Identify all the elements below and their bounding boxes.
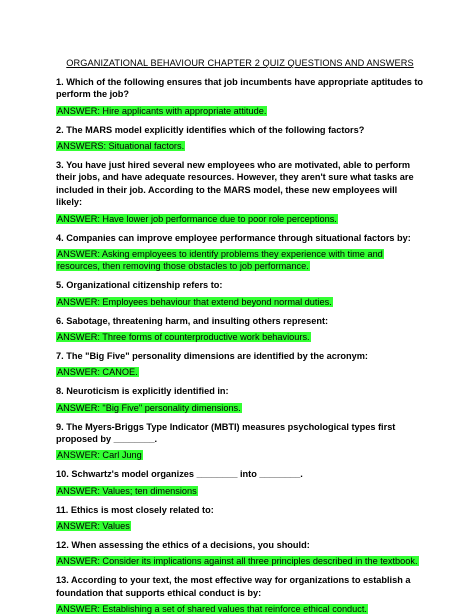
answer-highlight: ANSWER: Three forms of counterproductive work behaviours. bbox=[57, 332, 310, 342]
question-body: Companies can improve employee performance through situational factors by: bbox=[66, 232, 411, 243]
question-body: When assessing the ethics of a decisions, you should: bbox=[71, 539, 310, 550]
question-body: According to your text, the most effective way for organizations to establish a foundation that supports ethical conduct is by: bbox=[56, 575, 411, 598]
answer-line bbox=[56, 105, 424, 117]
question-body: Sabotage, threatening harm, and insulting others represent: bbox=[66, 315, 329, 326]
qa-item bbox=[56, 159, 424, 225]
question-body: Organizational citizenship refers to: bbox=[66, 280, 223, 291]
qa-item bbox=[56, 421, 424, 462]
answer-highlight: ANSWER: "Big Five" personality dimensions. bbox=[57, 402, 241, 413]
question-text bbox=[56, 232, 424, 244]
question-number: 9. bbox=[56, 421, 64, 432]
answer-line bbox=[56, 140, 424, 152]
question-body: Which of the following ensures that job incumbents have appropriate aptitudes to perform the job? bbox=[56, 77, 424, 100]
answer-highlight: ANSWER: Values; ten dimensions bbox=[57, 485, 197, 496]
question-body: The "Big Five" personality dimensions are identified by the acronym: bbox=[66, 350, 368, 361]
answer-line bbox=[56, 248, 424, 273]
answer-line bbox=[56, 366, 424, 378]
qa-item bbox=[56, 315, 424, 344]
answer-line bbox=[56, 402, 424, 414]
answer-line bbox=[56, 213, 424, 225]
qa-item bbox=[56, 468, 424, 497]
qa-item bbox=[56, 124, 424, 153]
answer-highlight: ANSWER: Consider its implications against all three principles described in the textbook. bbox=[57, 556, 418, 567]
qa-item bbox=[56, 279, 424, 308]
question-text bbox=[56, 76, 424, 101]
answer-highlight: ANSWER: Have lower job performance due to poor role perceptions. bbox=[57, 213, 337, 224]
question-text bbox=[56, 124, 424, 136]
question-text bbox=[56, 539, 424, 551]
answer-line bbox=[56, 296, 424, 308]
document-title: ORGANIZATIONAL BEHAVIOUR CHAPTER 2 QUIZ QUESTIONS AND ANSWERS bbox=[66, 58, 414, 68]
question-number: 3. bbox=[56, 160, 64, 171]
answer-highlight: ANSWER: Values bbox=[57, 520, 130, 531]
qa-item bbox=[56, 574, 424, 615]
answer-highlight: ANSWER: CANOE. bbox=[57, 367, 138, 378]
question-text bbox=[56, 159, 424, 209]
question-text bbox=[56, 279, 424, 291]
answer-highlight: ANSWER: Asking employees to identify problems they experience with time and resources, then removing those obstacles to job performance. bbox=[57, 248, 383, 272]
question-text bbox=[56, 350, 424, 362]
question-number: 12. bbox=[56, 539, 69, 550]
question-body: Schwartz's model organizes ________ into ________. bbox=[71, 469, 303, 480]
answer-line bbox=[56, 485, 424, 497]
question-number: 5. bbox=[56, 280, 64, 291]
question-number: 10. bbox=[56, 469, 69, 480]
answer-line bbox=[56, 449, 424, 461]
qa-item bbox=[56, 76, 424, 117]
qa-item bbox=[56, 232, 424, 273]
question-body: Neuroticism is explicitly identified in: bbox=[66, 386, 229, 397]
question-body: Ethics is most closely related to: bbox=[70, 504, 214, 515]
answer-highlight: ANSWERS: Situational factors. bbox=[57, 141, 185, 152]
answer-highlight: ANSWER: Establishing a set of shared values that reinforce ethical conduct. bbox=[57, 604, 367, 614]
qa-item bbox=[56, 385, 424, 414]
question-body: You have just hired several new employees who are motivated, able to perform their jobs, and have adequate resources. However, they aren't sure what tasks are included in their job. According to the MARS model, these new employees will likely: bbox=[56, 160, 414, 208]
question-text bbox=[56, 574, 424, 599]
answer-line bbox=[56, 331, 424, 343]
qa-item bbox=[56, 539, 424, 568]
question-number: 2. bbox=[56, 124, 64, 135]
answer-highlight: ANSWER: Hire applicants with appropriate attitude. bbox=[57, 105, 267, 116]
qa-list bbox=[56, 76, 424, 615]
answer-highlight: ANSWER: Employees behaviour that extend beyond normal duties. bbox=[57, 296, 332, 307]
question-text bbox=[56, 421, 424, 446]
question-number: 13. bbox=[56, 575, 69, 586]
question-number: 11. bbox=[56, 504, 69, 515]
question-text bbox=[56, 504, 424, 516]
question-number: 8. bbox=[56, 386, 64, 397]
question-text bbox=[56, 315, 424, 327]
question-number: 7. bbox=[56, 350, 64, 361]
question-number: 1. bbox=[56, 77, 64, 87]
question-number: 4. bbox=[56, 232, 64, 243]
question-text bbox=[56, 468, 424, 480]
answer-line bbox=[56, 603, 424, 615]
question-body: The Myers-Briggs Type Indicator (MBTI) measures psychological types first proposed by ________. bbox=[56, 421, 396, 444]
question-number: 6. bbox=[56, 315, 64, 326]
answer-highlight: ANSWER: Carl Jung bbox=[57, 450, 142, 461]
answer-line bbox=[56, 555, 424, 567]
question-body: The MARS model explicitly identifies which of the following factors? bbox=[66, 124, 365, 135]
qa-item bbox=[56, 504, 424, 533]
answer-line bbox=[56, 520, 424, 532]
qa-item bbox=[56, 350, 424, 379]
question-text bbox=[56, 385, 424, 397]
